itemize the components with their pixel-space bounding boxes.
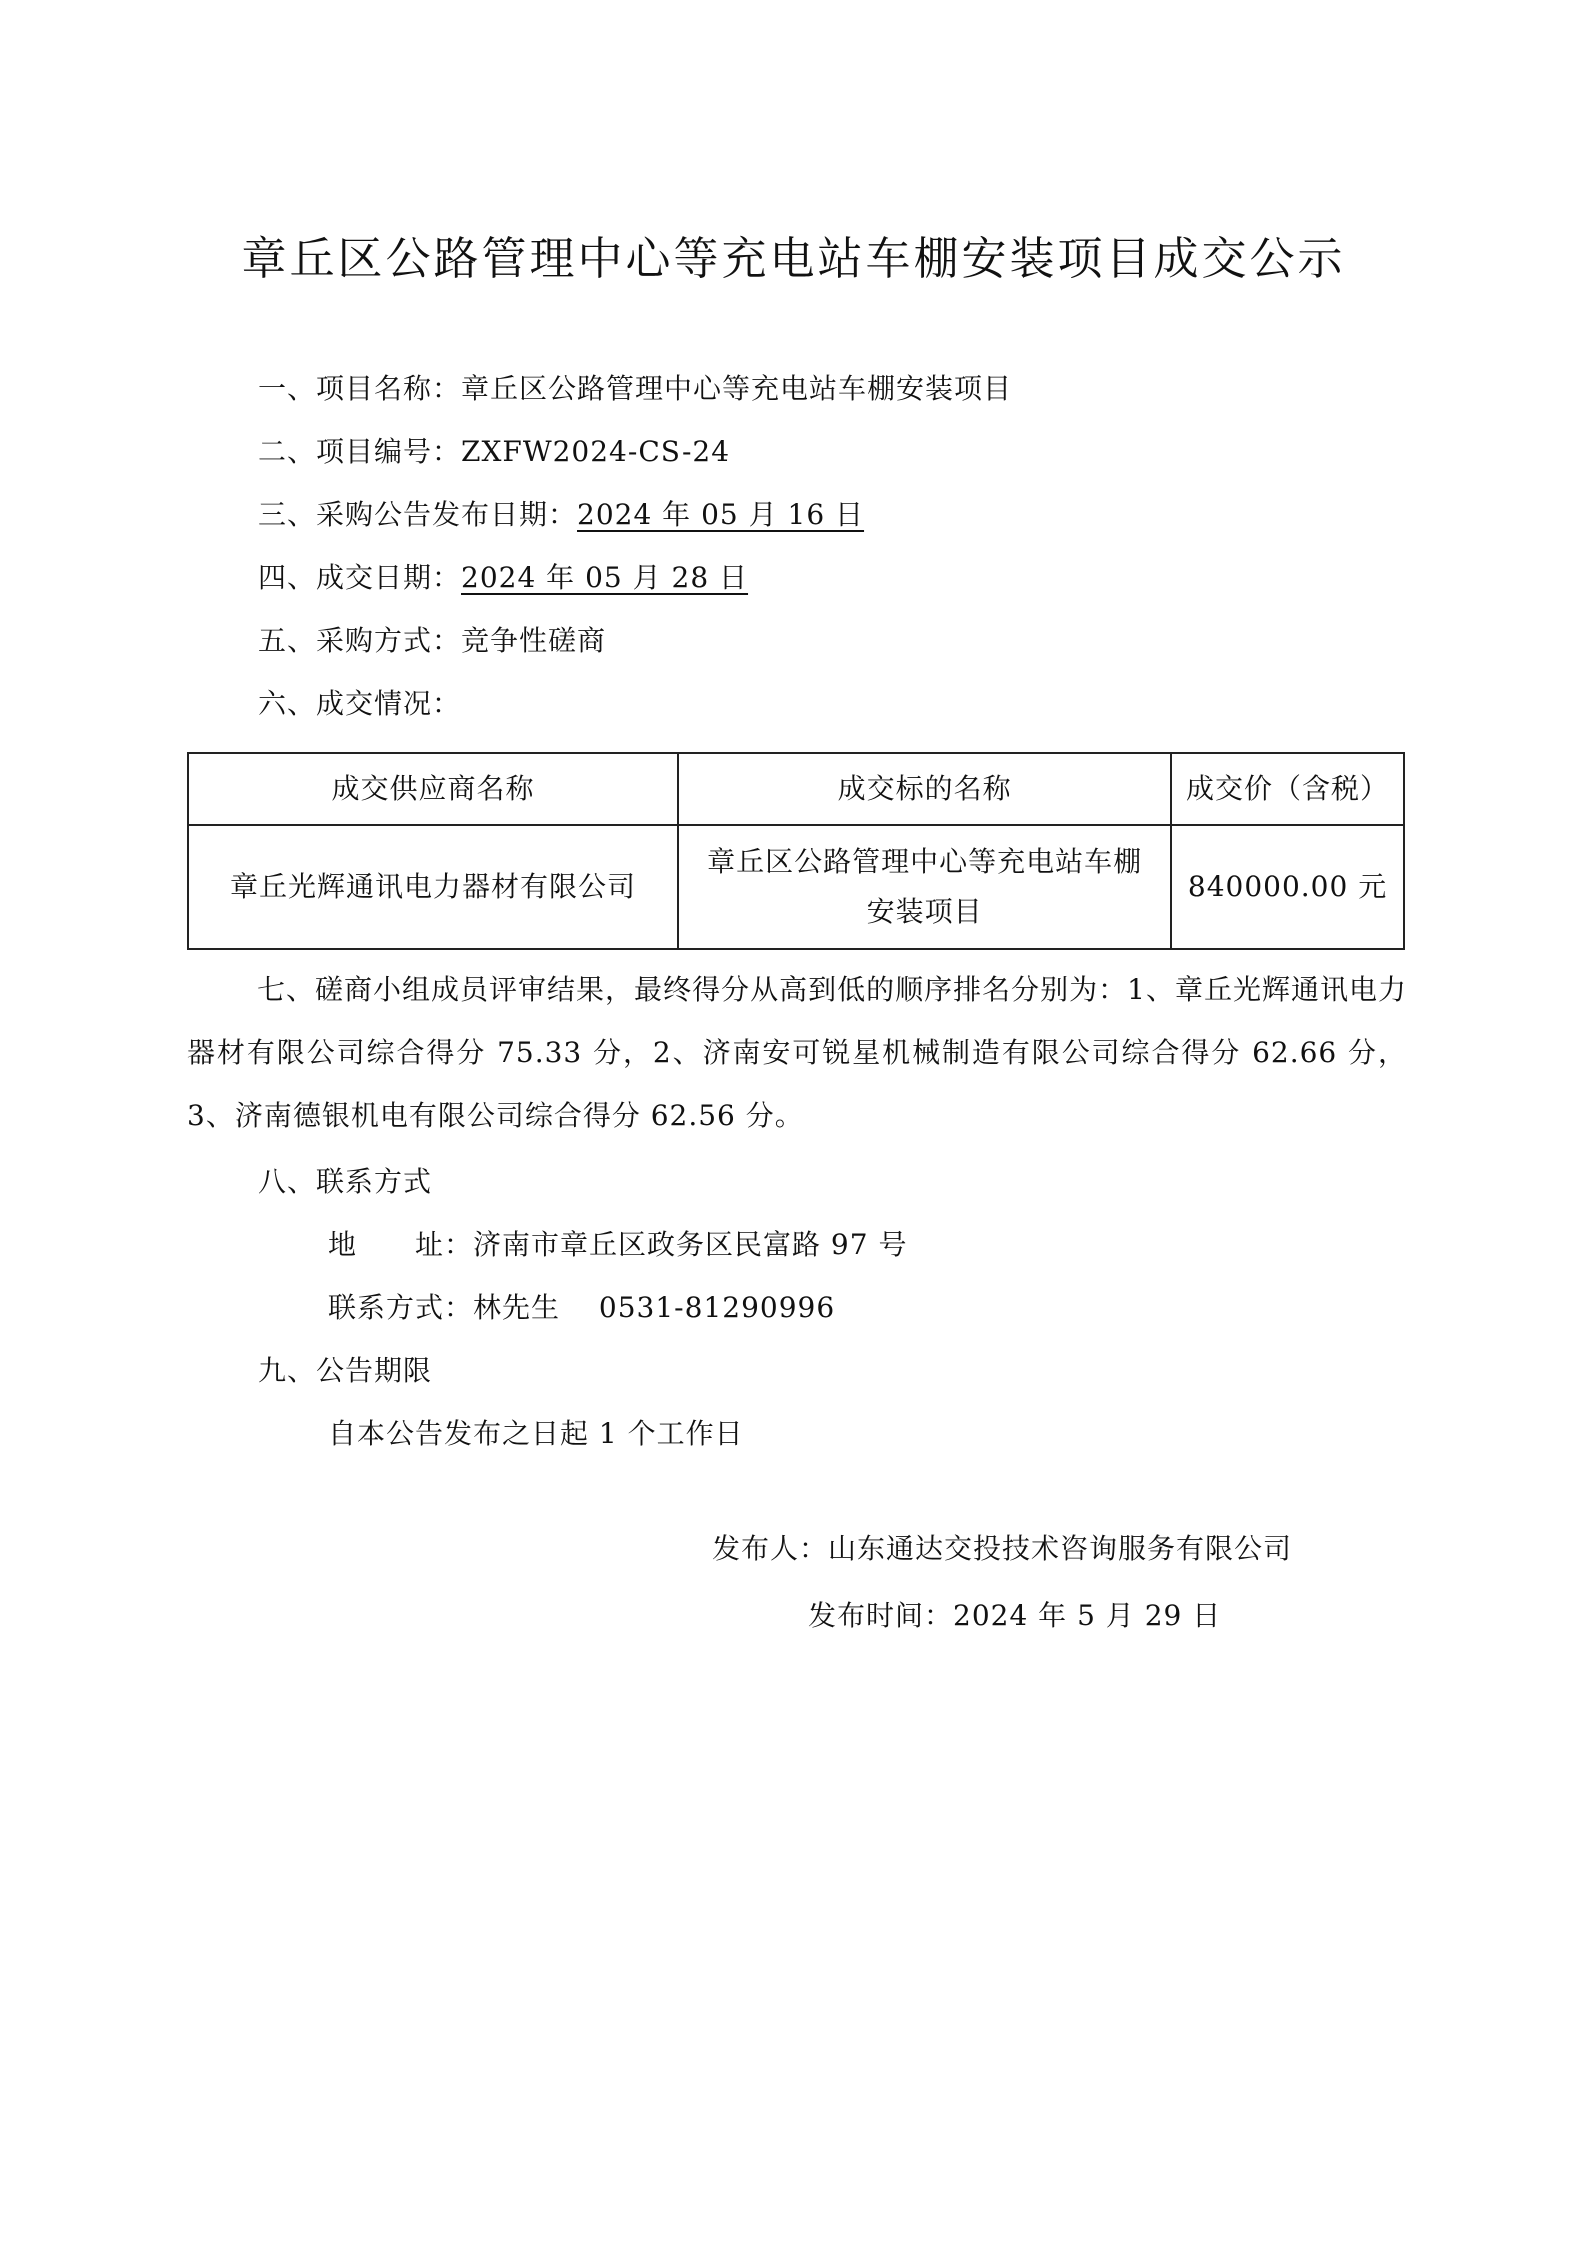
item-label: 四、成交日期：: [258, 561, 462, 594]
address-line: [328, 1223, 907, 1263]
address-label: 地 址：: [328, 1228, 474, 1261]
item-value: ZXFW2024-CS-24: [461, 435, 731, 468]
item-label: 一、项目名称：: [258, 372, 462, 405]
item-value: 章丘区公路管理中心等充电站车棚安装项目: [461, 372, 1013, 405]
item-project-number: [258, 430, 730, 470]
item-label: 五、采购方式：: [258, 624, 462, 657]
table-cell-supplier: 章丘光辉通讯电力器材有限公司: [188, 825, 678, 949]
publish-date-label: 发布时间：: [808, 1599, 954, 1632]
publisher-value: 山东通达交投技术咨询服务有限公司: [828, 1532, 1293, 1565]
contact-line: [328, 1286, 835, 1326]
item-procurement-method: [258, 619, 606, 659]
item-label: 二、项目编号：: [258, 435, 462, 468]
table-header-cell: 成交价（含税）: [1171, 753, 1404, 825]
table-cell-subject: 章丘区公路管理中心等充电站车棚安装项目: [678, 825, 1171, 949]
item-value: 2024 年 05 月 28 日: [461, 561, 749, 594]
item-deal-status: [258, 682, 461, 722]
table-header-row: [188, 753, 1404, 825]
contact-heading: 八、联系方式: [258, 1165, 433, 1198]
table-header-cell: 成交供应商名称: [188, 753, 678, 825]
review-result-paragraph: 七、磋商小组成员评审结果，最终得分从高到低的顺序排名分别为：1、章丘光辉通讯电力器材有限公司综合得分 75.33 分，2、济南安可锐星机械制造有限公司综合得分 62.66 分，3、济南德银机电有限公司综合得分 62.56 分。: [187, 973, 1407, 1132]
item-announcement-date: [258, 493, 864, 533]
item-project-name: [258, 367, 1012, 407]
publish-date-line: [808, 1594, 1221, 1634]
table-cell-price: 840000.00 元: [1171, 825, 1404, 949]
period-text: 自本公告发布之日起 1 个工作日: [328, 1417, 744, 1450]
contact-label: 联系方式：: [328, 1291, 474, 1324]
item-value: 竞争性磋商: [461, 624, 607, 657]
item-label: 三、采购公告发布日期：: [258, 498, 578, 531]
deal-table: [187, 752, 1405, 950]
item-label: 六、成交情况：: [258, 687, 462, 720]
period-heading: 九、公告期限: [258, 1354, 433, 1387]
publisher-line: [712, 1527, 1292, 1567]
page-title: 章丘区公路管理中心等充电站车棚安装项目成交公示: [241, 232, 1346, 285]
item-value: 2024 年 05 月 16 日: [577, 498, 865, 531]
publish-date-value: 2024 年 5 月 29 日: [953, 1599, 1222, 1632]
table-header-cell: 成交标的名称: [678, 753, 1171, 825]
contact-value: 林先生 0531-81290996: [473, 1291, 836, 1324]
publisher-label: 发布人：: [712, 1532, 829, 1565]
address-value: 济南市章丘区政务区民富路 97 号: [473, 1228, 908, 1261]
table-row: [188, 825, 1404, 949]
item-deal-date: [258, 556, 748, 596]
